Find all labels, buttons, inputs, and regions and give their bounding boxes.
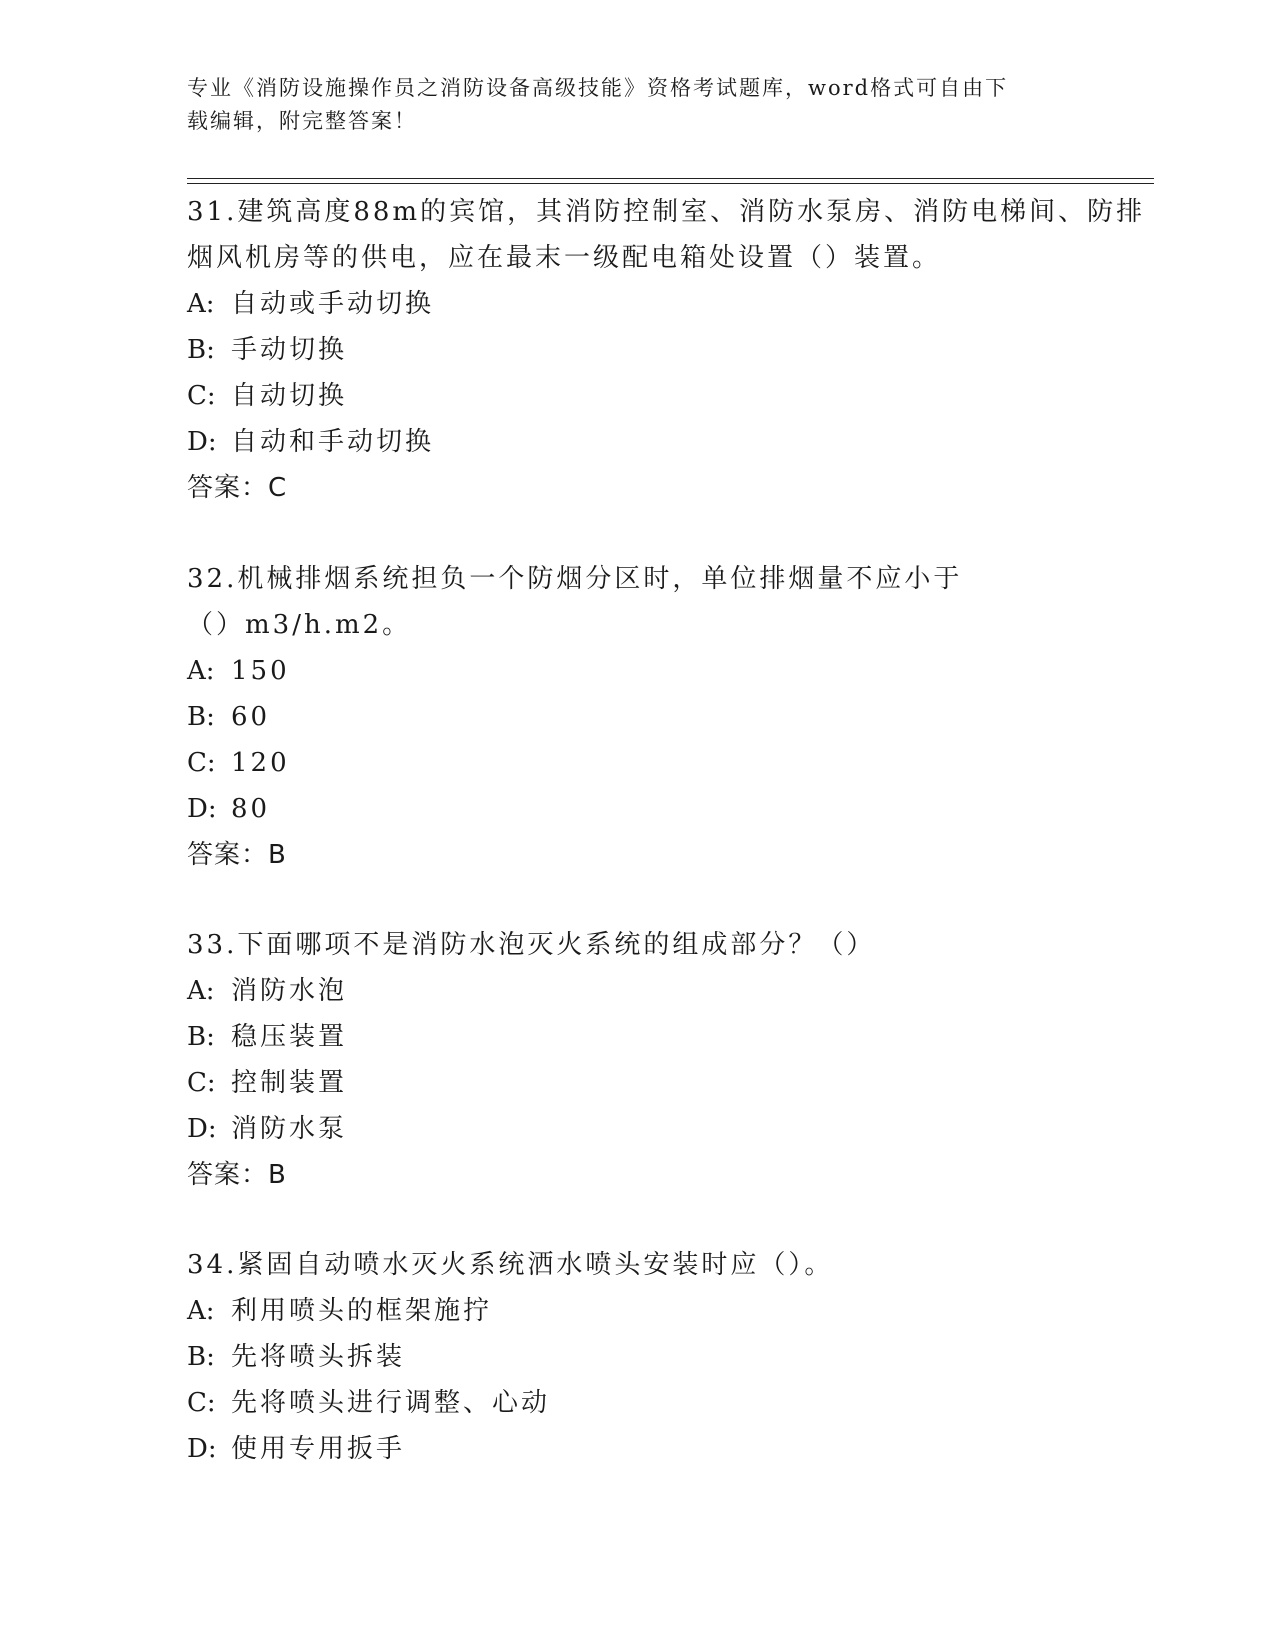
question-33 (187, 922, 1147, 1198)
option-text: 消防水泵 (231, 1114, 348, 1144)
answer: 答案：B (187, 840, 287, 870)
option-letter: C: (187, 1068, 216, 1098)
option-c (187, 1060, 1147, 1106)
option-text: 稳压装置 (231, 1022, 348, 1052)
question-stem: 31.建筑高度88m的宾馆，其消防控制室、消防水泵房、消防电梯间、防排烟风机房等的供电，应在最末一级配电箱处设置（）装置。 (187, 197, 1146, 273)
option-letter: A: (187, 289, 215, 319)
option-c (187, 373, 1147, 419)
header-divider-bottom (187, 183, 1154, 184)
option-text: 自动或手动切换 (231, 289, 435, 319)
option-c (187, 1380, 1147, 1426)
option-a (187, 968, 1147, 1014)
question-stem: 32.机械排烟系统担负一个防烟分区时，单位排烟量不应小于（）m3/h.m2。 (187, 564, 963, 640)
option-a (187, 281, 1147, 327)
question-31 (187, 189, 1147, 511)
option-letter: D: (187, 427, 217, 457)
option-text: 150 (231, 656, 290, 686)
option-d (187, 419, 1147, 465)
option-text: 先将喷头拆装 (231, 1342, 406, 1372)
option-b (187, 327, 1147, 373)
option-text: 控制装置 (231, 1068, 348, 1098)
header-line-1: 专业《消防设施操作员之消防设备高级技能》资格考试题库，word格式可自由下 (187, 76, 1009, 100)
option-text: 80 (231, 794, 271, 824)
option-letter: A: (187, 1296, 215, 1326)
option-d (187, 1106, 1147, 1152)
question-34 (187, 1242, 1147, 1472)
option-text: 利用喷头的框架施拧 (231, 1296, 493, 1326)
option-a (187, 1288, 1147, 1334)
option-d (187, 786, 1147, 832)
answer: 答案：B (187, 1160, 287, 1190)
option-letter: B: (187, 1022, 215, 1052)
option-text: 使用专用扳手 (231, 1434, 406, 1464)
option-d (187, 1426, 1147, 1472)
question-stem: 34.紧固自动喷水灭火系统洒水喷头安装时应（）。 (187, 1250, 834, 1280)
option-letter: D: (187, 1114, 217, 1144)
option-text: 手动切换 (231, 335, 348, 365)
option-text: 自动和手动切换 (231, 427, 435, 457)
option-letter: A: (187, 656, 215, 686)
option-letter: C: (187, 1388, 216, 1418)
option-letter: A: (187, 976, 215, 1006)
answer: 答案：C (187, 473, 288, 503)
option-letter: B: (187, 1342, 215, 1372)
option-text: 先将喷头进行调整、心动 (231, 1388, 551, 1418)
header-line-2: 载编辑，附完整答案！ (187, 109, 417, 133)
option-text: 自动切换 (231, 381, 348, 411)
option-c (187, 740, 1147, 786)
document-header (187, 72, 1087, 138)
option-letter: C: (187, 748, 216, 778)
option-text: 60 (231, 702, 271, 732)
option-letter: B: (187, 335, 215, 365)
question-32 (187, 556, 1147, 878)
option-letter: C: (187, 381, 216, 411)
option-letter: B: (187, 702, 215, 732)
option-letter: D: (187, 794, 217, 824)
option-text: 消防水泡 (231, 976, 348, 1006)
option-b (187, 694, 1147, 740)
question-stem: 33.下面哪项不是消防水泡灭火系统的组成部分？（） (187, 930, 876, 960)
option-text: 120 (231, 748, 290, 778)
option-b (187, 1014, 1147, 1060)
option-a (187, 648, 1147, 694)
option-letter: D: (187, 1434, 217, 1464)
option-b (187, 1334, 1147, 1380)
header-divider-top (187, 178, 1154, 179)
